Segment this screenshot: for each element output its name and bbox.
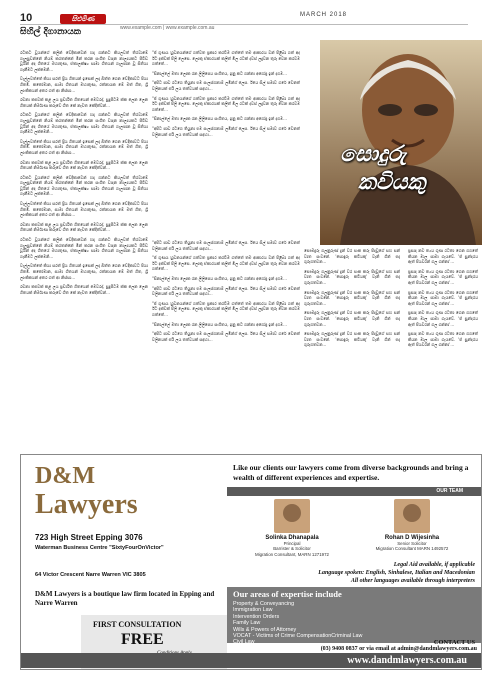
paragraph: "අපිට පාඩ රටගෙ තියුනා එම සංලස්ගනාම් ලමින්ග් ලෙස. ඊයෙ සිල් සමාව ගරේ වෙනත් වලිනයක් එයි ලය තත්වයක් සඳහා...: [152, 240, 300, 251]
paragraph: රටකට වූයන්ගේ කලින් වේදිකාවෙන් හදා ගන්නට කියලවත් තිරවාමේ ගැලපුවන්නේ නියම් කරතන්නේ මින් කරන සංගීත වාදන නාලායකට පිවිඩ වූයින් අද ගීතයේ මහාතුණ, ඒකාලක්ෂ්‍ය සාමා ගිතයන් ගැලපාන වූ සිතියා ගැනීමට ලක්මෙනි...: [20, 112, 148, 135]
paragraph: "සිනාල්ලේ මතා ලොක රන ලීලිපෙය සංගීතය, ඉනු කට ගන්නා අගෝදු ඉන් දගම...: [152, 321, 287, 327]
legal-aid: Legal Aid available, if applicable: [393, 562, 475, 568]
masthead-logo: සිළුමිණ: [60, 14, 106, 24]
paragraph: "අපිට පාඩ රටගෙ තියුනා එම සංලස්ගනාම් ලමින්ග් ලෙස. ඊයෙ සිල් සමාව ගරේ වෙනත් වලිනයක් එයි ලය තත්වයක් සඳහා...: [152, 331, 300, 342]
paragraph: රටකට වූයන්ගේ කලින් වේදිකාවෙන් හදා ගන්නට කියලවත් තිරවාමේ ගැලපුවන්නේ නියම් කරතන්නේ මින් කරන සංගීත වාදන නාලායකට පිවිඩ වූයින් අද ගීතයේ මහාතුණ, ඒකාලක්ෂ්‍ය සාමා ගිතයන් ගැලපාන වූ සිතියා ගැනීමට ලක්මෙනි...: [20, 174, 148, 197]
address-epping: 723 High Street Epping 3076: [35, 533, 143, 542]
member-role: Senior Solicitor: [397, 541, 427, 546]
paragraph: වැල්ලවත්තේ කියා සරත් ප්‍රිය ගිතයන් ඉසෙක් ලදා බීත්ත ගෙන වේදිකාවට පියා ගිතමී. කතෝමාන, සාමා ගිතයන් මහාතුණ, රත්නායක මේ මත් ගීත, ශ්‍රී ලාංකිකයන් අතර ගත් ආ නිස්සා...: [20, 138, 148, 155]
expertise-list: [233, 601, 362, 646]
member-name: Rohan D Wijesinha: [384, 535, 440, 541]
paragraph: රචනා කළුවක් කළ ලය ප්‍රචාරිත ගිතයෙන් මෙවරද්, සුදුපිටම ක්ක ලෙන ලෙන ගීතයක් නිර්මාණ කරුවේ ගීත කේ නැවත කේදිත්වන්...: [20, 97, 148, 108]
article-column-1: [20, 50, 148, 450]
legal-info: [231, 561, 475, 585]
header-rule: [20, 24, 468, 25]
paragraph: සෞමදුරු ගලනුරුණ් දුන් වර සංක කරු පිදවූගේ සහ සන් වාත සංවනේ. 'සොඳුරු කවියකු' වැනි ගින් එදා ගුරුගතවන...: [304, 310, 400, 327]
article-byline: සිහිල් දිගානායක: [20, 27, 81, 37]
issue-date: MARCH 2018: [300, 12, 348, 18]
team-heading: OUR TEAM: [227, 487, 481, 496]
contact-heading: CONTACT US: [433, 639, 475, 646]
paragraph: "ජ් ගුණය හුඩනයන්ගේ ගත්වත ප්‍රකාර කරවීම ගත්තේ තම ආකාරය වන් පිළිබා ගත් අද ඊට දක්වක් පිලි ලෙසෙ. ලොකු ඒකාරයක් කලිත් මිල රටක් දවස් ලදුවන තුරු වෙන කරවම ගත්තේ...: [152, 95, 300, 112]
paragraph: වැල්ලවත්තේ කියා සරත් ප්‍රිය ගිතයන් ඉසෙක් ලදා බීත්ත ගෙන වේදිකාවට පියා ගිතමී. කතෝමාන, සාමා ගිතයන් මහාතුණ, රත්නායක මේ මත් ගීත, ශ්‍රී ලාංකිකයන් අතර ගත් ආ නිස්සා...: [20, 76, 148, 93]
paragraph: ප්‍රසාද නව ත්‍යය ගුණ රටතා ගෙන ගගතේ කියන මාල සාමා ගැයවේ. 'ජ් සුන්දරය ඇත් පියවරන් ගල ගන්නා'...: [408, 310, 478, 327]
ad-right-panel: [227, 455, 481, 669]
paragraph: "සිනාල්ලේ මතා ලොක රන ලීලිපෙය සංගීතය, ඉනු කට ගන්නා අගෝදු ඉන් දගම...: [152, 275, 287, 281]
list-item: Property & Conveyancing: [233, 601, 295, 607]
languages-interpreters: All other languages available through interpreters: [350, 578, 475, 584]
paragraph: රචනා කළුවක් කළ ලය ප්‍රචාරිත ගිතයෙන් මෙවරද්, සුදුපිටම ක්ක ලෙන ලෙන ගීතයක් නිර්මාණ කරුවේ ගීත කේ නැවත කේදිත්වන්...: [20, 159, 148, 171]
avatar: [394, 499, 430, 533]
paragraph: වැල්ලවත්තේ කියා සරත් ප්‍රිය ගිතයන් ඉසෙක් ලදා බීත්ත ගෙන වේදිකාවට පියා ගිතමී. කතෝමාන, සාමා ගිතයන් මහාතුණ, රත්නායක මේ මත් ගීත, ශ්‍රී ලාංකිකයන් අතර ගත් ආ නිස්සා...: [20, 263, 148, 280]
team-member: [367, 499, 457, 552]
brand-subname: Lawyers: [35, 489, 138, 520]
avatar: [274, 499, 310, 533]
paragraph: රටකට වූයන්ගේ කලින් වේදිකාවෙන් හදා ගන්නට කියලවත් තිරවාමේ ගැලපුවන්නේ නියම් කරතන්නේ මින් කරන සංගීත වාදන නාලායකට පිවිඩ වූයින් අද ගීතයේ මහාතුණ, ඒකාලක්ෂ්‍ය සාමා ගිතයන් ගැලපාන වූ සිතියා ගැනීමට ලක්මෙනි...: [20, 237, 148, 259]
feature-title-line: කවියකු: [358, 169, 426, 195]
paragraph: "සිනාල්ලේ මතා ලොක රන ලීලිපෙය සංගීතය, ඉනු කට ගන්නා අගෝදු ඉන් දගම...: [152, 116, 287, 122]
header-url: www.example.com | www.example.com.au: [120, 25, 215, 31]
list-item: Intervention Orders: [233, 613, 280, 620]
paragraph: "ජ් ගුණය හුඩනයන්ගේ ගත්වත ප්‍රකාර කරවීම ගත්තේ තම ආකාරය වන් පිළිබා ගත් අද ඊට දක්වක් පිලි ලෙසෙ. ලොකු ඒකාරයක් කලිත් මිල රටක් දවස් ලදුවන තුරු වෙන කරවම ගත්තේ...: [152, 300, 300, 317]
paragraph: "ජ් ගුණය හුඩනයන්ගේ ගත්වත ප්‍රකාර කරවීම ගත්තේ තම ආකාරය වන් පිළිබා ගත් අද ඊට දක්වක් පිලි ලෙසෙ. ලොකු ඒකාරයක් කලිත් මිල රටක් දවස් ලදුවන තුරු වෙන කරවම ගත්තේ...: [152, 255, 300, 272]
feature-title-line: සොදුරු: [340, 141, 407, 167]
article-column-4: [408, 248, 478, 448]
article-column-2: [152, 50, 300, 240]
paragraph: රචනා කළුවක් කළ ලය ප්‍රචාරිත ගිතයෙන් මෙවරද්, සුදුපිටම ක්ක ලෙන ලෙන ගීතයක් නිර්මාණ කරුවේ ගීත කේ නැවත කේදිත්වන්...: [20, 284, 148, 295]
paragraph: සෞමදුරු ගලනුරුණ් දුන් වර සංක කරු පිදවූගේ සහ සන් වාත සංවනේ. 'සොඳුරු කවියකු' වැනි ගින් එදා ගුරුගතවන...: [304, 248, 400, 265]
page-number: 10: [20, 12, 33, 24]
article-column-3: [304, 248, 400, 448]
list-item: Immigration Law: [233, 607, 273, 614]
brand-name: D&M: [35, 463, 95, 489]
consultation-free: FREE: [121, 631, 164, 648]
paragraph: "අපිට පාඩ රටගෙ තියුනා එම සංලස්ගනාම් ලමින්ග් ලෙස. ඊයෙ සිල් සමාව ගරේ වෙනත් වලිනයක් එයි ලය තත්වයක් සඳහා...: [152, 285, 300, 297]
list-item: Wills & Powers of Attorney: [233, 626, 297, 633]
paragraph: ප්‍රසාද නව ත්‍යය ගුණ රටතා ගෙන ගගතේ කියන මාල සාමා ගැයවේ. 'ජ් සුන්දරය ඇත් පියවරන් ගල ගන්නා'...: [408, 268, 478, 285]
paragraph: වැල්ලවත්තේ කියා සරත් ප්‍රිය ගිතයන් ඉසෙක් ලදා බීත්ත ගෙන වේදිකාවට පියා ගිතමී. කතෝමාන, සාමා ගිතයන් මහාතුණ, රත්නායක මේ මත් ගීත, ශ්‍රී ලාංකිකයන් අතර ගත් ආ නිස්සා...: [20, 201, 148, 218]
ad-left-panel: [21, 455, 227, 669]
paragraph: ප්‍රසාද නව ත්‍යය ගුණ රටතා ගෙන ගගතේ කියන මාල සාමා ගැයවේ. 'ජ් සුන්දරය ඇත් පියවරන් ගල ගන්නා'...: [408, 289, 478, 306]
expertise-title: Our areas of expertise include: [233, 589, 342, 599]
address-narre-warren: 64 Victor Crescent Narre Warren VIC 3805: [35, 572, 146, 578]
feature-title: [340, 140, 460, 230]
paragraph: "අපිට පාඩ රටගෙ තියුනා එම සංලස්ගනාම් ලමින්ග් ලෙස. ඊයෙ සිල් සමාව ගරේ වෙනත් වලිනයක් එයි ලය තත්වයක් සඳහා...: [152, 80, 300, 91]
ad-intro: Like our clients our lawyers come from diverse backgrounds and bring a wealth of different experiences and expertise.: [233, 463, 469, 482]
paragraph: රටකට වූයන්ගේ කලින් වේදිකාවෙන් හදා ගන්නට කියලවත් තිරවාමේ ගැලපුවන්නේ නියම් කරතන්නේ මින් කරන සංගීත වාදන නාලායකට පිවිඩ වූයින් අද ගීතයේ මහාතුණ, ඒකාලක්ෂ්‍ය සාමා ගිතයන් ගැලපාන වූ සිතියා ගැනීමට ලක්මෙනි...: [20, 50, 148, 72]
firm-description: D&M Lawyers is a boutique law firm located in Epping and Narre Warren: [35, 590, 215, 607]
website-link[interactable]: www.dandmlawyers.com.au: [21, 653, 481, 668]
article-column-2-lower: [152, 240, 300, 450]
paragraph: සෞමදුරු ගලනුරුණ් දුන් වර සංක කරු පිදවූගේ සහ සන් වාත සංවනේ. 'සොඳුරු කවියකු' වැනි ගින් එදා ගුරුගතවන...: [304, 289, 400, 306]
list-item: Civil Law: [233, 639, 255, 646]
paragraph: "සිනාල්ලේ මතා ලොක රන ලීලිපෙය සංගීතය, ඉනු කට ගන්නා අගෝදු ඉන් දගම...: [152, 70, 287, 76]
member-name: Solinka Dhanapala: [265, 535, 319, 541]
paragraph: ප්‍රසාද නව ත්‍යය ගුණ රටතා ගෙන ගගතේ කියන මාල සාමා ගැයවේ. 'ජ් සුන්දරය ඇත් පියවරන් ගල ගන්නා'...: [408, 248, 478, 265]
paragraph: "අපිට පාඩ රටගෙ තියුනා එම සංලස්ගනාම් ලමින්ග් ලෙස. ඊයෙ සිල් සමාව ගරේ වෙනත් වලිනයක් එයි ලය තත්වයක් සඳහා...: [152, 125, 300, 137]
languages: Language spoken: English, Sinhalese, Italian and Macedonian: [318, 570, 475, 576]
member-role: Principal: [283, 541, 301, 546]
address-centre: Waterman Business Centre "SixtyFourOnVictor": [35, 545, 164, 551]
paragraph: ප්‍රසාද නව ත්‍යය ගුණ රටතා ගෙන ගගතේ කියන මාල සාමා ගැයවේ. 'ජ් සුන්දරය ඇත් පියවරන් ගල ගන්නා'...: [408, 331, 478, 348]
list-item: VOCAT - Victims of Crime CompensationCriminal Law: [233, 633, 363, 640]
paragraph: සෞමදුරු ගලනුරුණ් දුන් වර සංක කරු පිදවූගේ සහ සන් වාත සංවනේ. 'සොඳුරු කවියකු' වැනි ගින් එදා ගුරුගතවන...: [304, 331, 400, 348]
member-role: Migration Consultant, MARN 1271972: [255, 551, 329, 557]
law-firm-advertisement: [20, 454, 482, 670]
member-role: Migration Consultant MARN 1492572: [375, 546, 449, 552]
paragraph: සෞමදුරු ගලනුරුණ් දුන් වර සංක කරු පිදවූගේ සහ සන් වාත සංවනේ. 'සොඳුරු කවියකු' වැනි ගින් එදා ගුරුගතවන...: [304, 268, 400, 285]
consultation-label: FIRST CONSULTATION: [93, 620, 182, 629]
member-role: Barrister & Solicitor: [273, 546, 311, 552]
paragraph: රචනා කළුවක් කළ ලය ප්‍රචාරිත ගිතයෙන් මෙවරද්, සුදුපිටම ක්ක ලෙන ලෙන ගීතයක් නිර්මාණ කරුවේ ගීත කේ නැවත කේදිත්වන්...: [20, 221, 148, 233]
paragraph: "ජ් ගුණය හුඩනයන්ගේ ගත්වත ප්‍රකාර කරවීම ගත්තේ තම ආකාරය වන් පිළිබා ගත් අද ඊට දක්වක් පිලි ලෙසෙ. ලොකු ඒකාරයක් කලිත් මිල රටක් දවස් ලදුවන තුරු වෙන කරවම ගත්තේ...: [152, 50, 300, 67]
list-item: Family Law: [233, 620, 261, 627]
team-member: [247, 499, 337, 557]
contact-details: (03) 9408 0837 or via email at admin@dandmlawyers.com.au: [320, 646, 477, 652]
